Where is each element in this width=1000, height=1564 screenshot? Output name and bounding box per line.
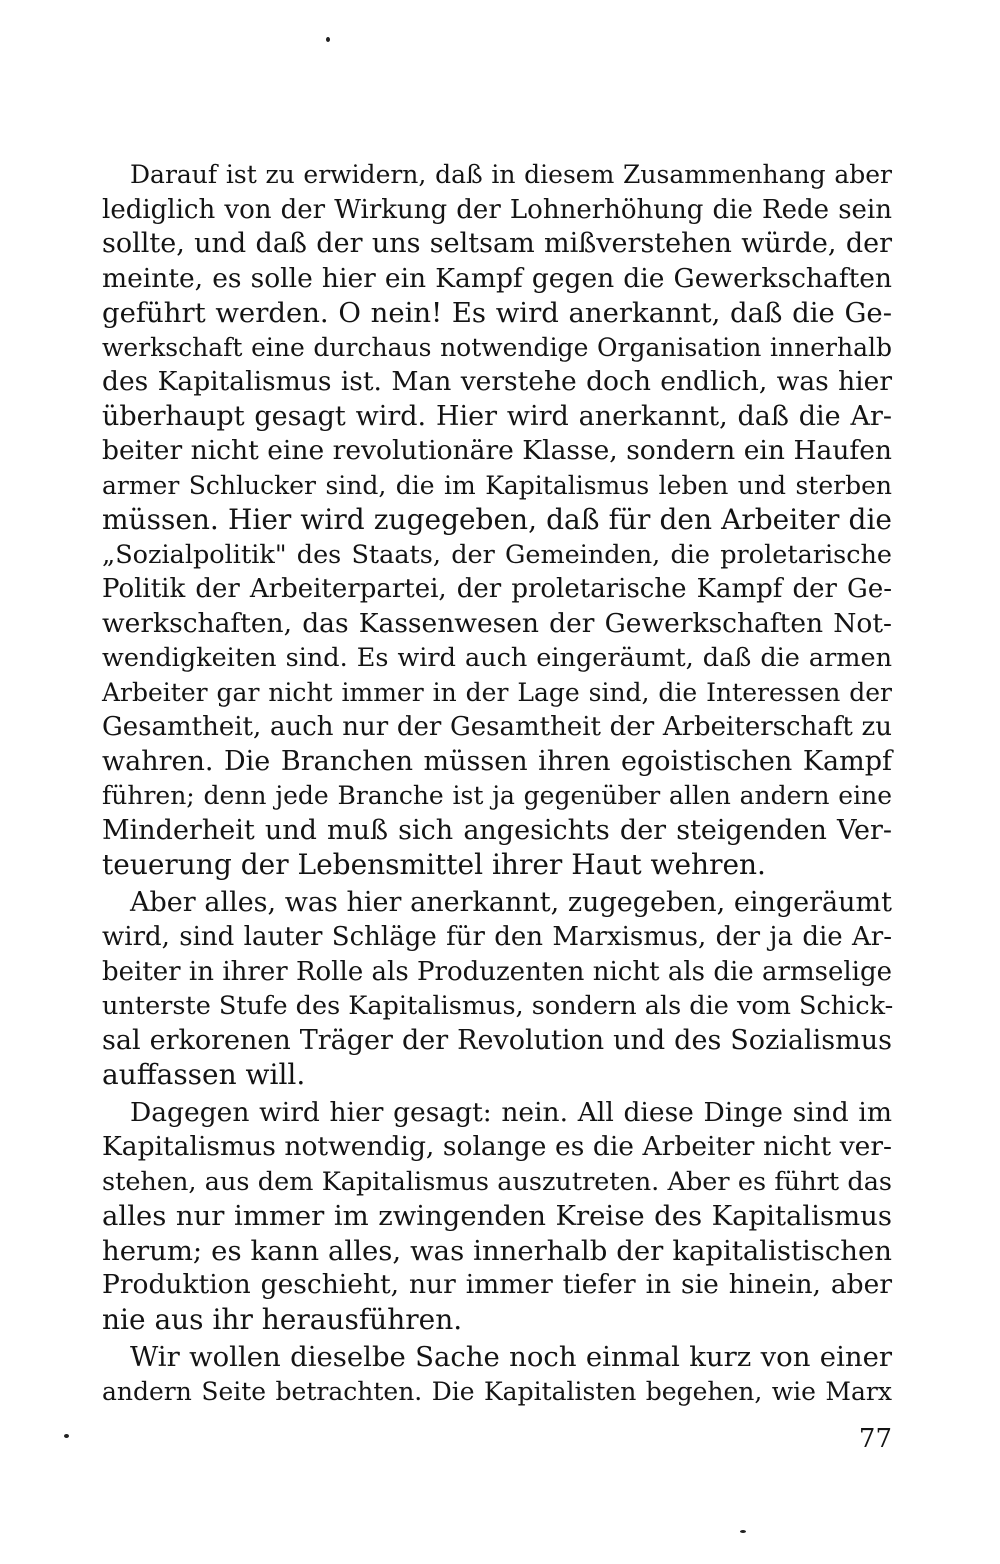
- text-line: werkschaften, das Kassenwesen der Gewerkschaften Not-: [102, 607, 892, 639]
- text-line: müssen. Hier wird zugegeben, daß für den Arbeiter die: [102, 503, 892, 536]
- text-line: beiter in ihrer Rolle als Produzenten nicht als die armselige: [102, 956, 892, 987]
- page-number: 77: [858, 1424, 892, 1454]
- text-line: wahren. Die Branchen müssen ihren egoistischen Kampf: [102, 745, 892, 777]
- text-line: wird, sind lauter Schläge für den Marxismus, der ja die Ar-: [102, 922, 892, 952]
- text-line: teuerung der Lebensmittel ihrer Haut wehren.: [102, 848, 766, 881]
- body-text: [102, 158, 892, 1409]
- ink-speck: [326, 37, 330, 42]
- text-line: sollte, und daß der uns seltsam mißverstehen würde, der: [102, 228, 892, 259]
- paragraph-2: [102, 886, 892, 1093]
- paragraph-3: [102, 1096, 892, 1338]
- text-line: auffassen will.: [102, 1058, 306, 1091]
- text-line: Aber alles, was hier anerkannt, zugegeben, eingeräumt: [130, 886, 892, 918]
- ink-speck: [64, 1434, 69, 1438]
- text-line: Dagegen wird hier gesagt: nein. All diese Dinge sind im: [130, 1096, 892, 1128]
- text-line: des Kapitalismus ist. Man verstehe doch endlich, was hier: [102, 366, 892, 397]
- text-line: armer Schlucker sind, die im Kapitalismus leben und sterben: [102, 470, 892, 500]
- paragraph-4: [102, 1340, 892, 1409]
- text-line: führen; denn jede Branche ist ja gegenüber allen andern eine: [102, 781, 892, 810]
- text-line: Gesamtheit, auch nur der Gesamtheit der Arbeiterschaft zu: [102, 712, 892, 742]
- text-line: Produktion geschieht, nur immer tiefer in sie hinein, aber: [102, 1269, 892, 1300]
- paragraph-1: [102, 158, 892, 883]
- text-line: stehen, aus dem Kapitalismus auszutreten. Aber es führt das: [102, 1166, 892, 1197]
- text-line: „Sozialpolitik" des Staats, der Gemeinden, die proletarische: [102, 539, 892, 570]
- text-line: lediglich von der Wirkung der Lohnerhöhung die Rede sein: [102, 194, 892, 225]
- text-line: wendigkeiten sind. Es wird auch eingeräumt, daß die armen: [102, 643, 892, 673]
- text-line: nie aus ihr herausführen.: [102, 1302, 463, 1336]
- text-line: andern Seite betrachten. Die Kapitalisten begehen, wie Marx: [102, 1376, 892, 1406]
- text-line: Kapitalismus notwendig, solange es die Arbeiter nicht ver-: [102, 1131, 892, 1162]
- text-line: herum; es kann alles, was innerhalb der kapitalistischen: [102, 1234, 892, 1267]
- ink-speck: [740, 1530, 746, 1533]
- text-line: werkschaft eine durchaus notwendige Organisation innerhalb: [102, 332, 892, 362]
- text-line: Arbeiter gar nicht immer in der Lage sind, die Interessen der: [102, 677, 892, 707]
- text-line: meinte, es solle hier ein Kampf gegen die Gewerkschaften: [102, 262, 892, 294]
- text-line: Politik der Arbeiterpartei, der proletarische Kampf der Ge-: [102, 574, 892, 604]
- text-line: geführt werden. O nein! Es wird anerkannt, daß die Ge-: [102, 297, 892, 329]
- text-line: überhaupt gesagt wird. Hier wird anerkannt, daß die Ar-: [102, 400, 892, 432]
- text-line: sal erkorenen Träger der Revolution und des Sozialismus: [102, 1024, 892, 1056]
- text-line: beiter nicht eine revolutionäre Klasse, sondern ein Haufen: [102, 435, 892, 466]
- text-line: Wir wollen dieselbe Sache noch einmal kurz von einer: [130, 1341, 892, 1373]
- text-line: alles nur immer im zwingenden Kreise des Kapitalismus: [102, 1200, 892, 1232]
- text-line: Darauf ist zu erwidern, daß in diesem Zusammenhang aber: [130, 160, 892, 189]
- text-line: Minderheit und muß sich angesichts der steigenden Ver-: [102, 814, 892, 846]
- text-line: unterste Stufe des Kapitalismus, sondern als die vom Schick-: [102, 991, 894, 1021]
